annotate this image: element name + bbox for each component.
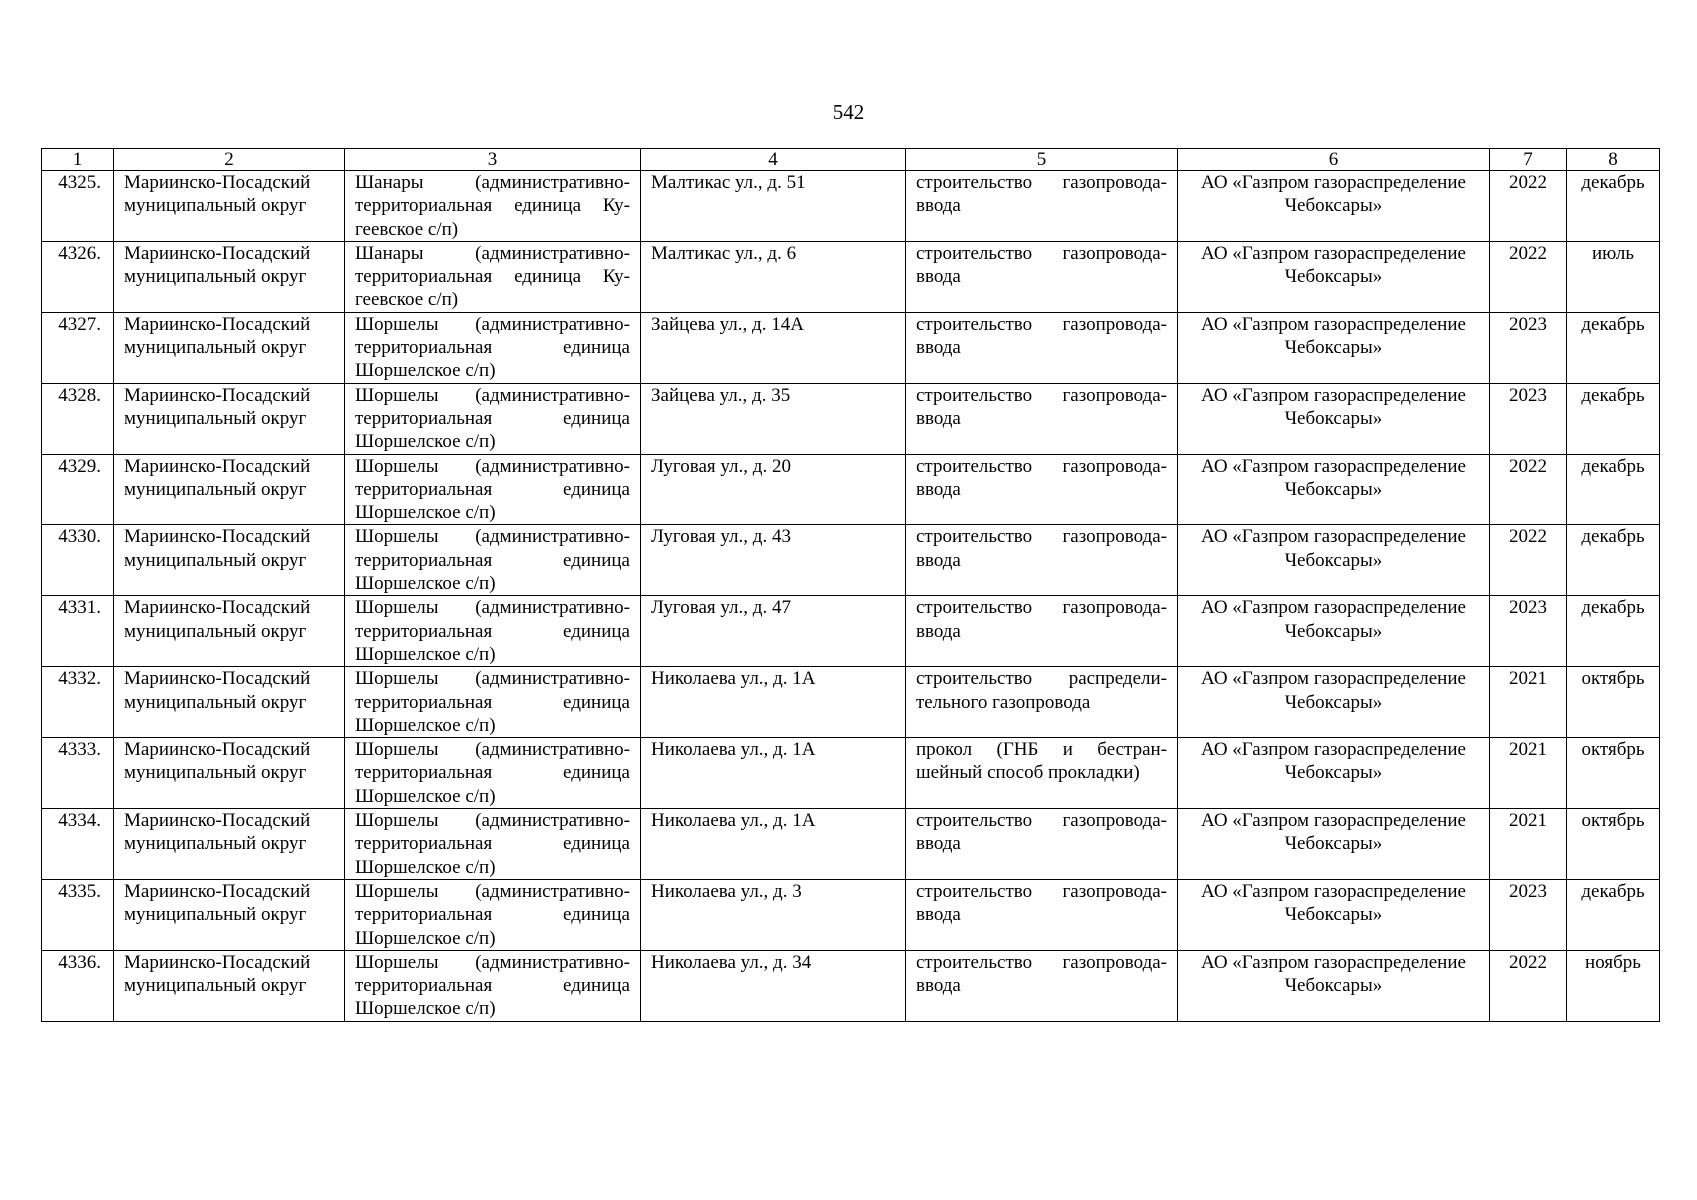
column-header: 1 xyxy=(42,149,114,171)
district-cell: Мариинско-Посадский муниципальный округ xyxy=(114,738,345,809)
work-type-cell: строительство газопровода-ввода xyxy=(906,454,1178,525)
work-type-cell: прокол (ГНБ и бестраншейный способ прокладки) xyxy=(906,738,1178,809)
organization-cell: АО «Газпром газораспределение Чебоксары» xyxy=(1178,525,1490,596)
month-cell: ноябрь xyxy=(1567,950,1660,1021)
locality-cell: Шоршелы (административно-территориальная единица Шоршелское с/п) xyxy=(345,525,641,596)
work-type-cell: строительство газопровода-ввода xyxy=(906,809,1178,880)
year-cell: 2022 xyxy=(1490,171,1567,242)
month-cell: декабрь xyxy=(1567,454,1660,525)
column-header: 5 xyxy=(906,149,1178,171)
district-cell: Мариинско-Посадский муниципальный округ xyxy=(114,171,345,242)
header-row xyxy=(42,149,1660,171)
organization-cell: АО «Газпром газораспределение Чебоксары» xyxy=(1178,241,1490,312)
table-row xyxy=(42,383,1660,454)
table-row xyxy=(42,241,1660,312)
row-number: 4331. xyxy=(42,596,114,667)
row-number: 4327. xyxy=(42,312,114,383)
row-number: 4330. xyxy=(42,525,114,596)
address-cell: Николаева ул., д. 1А xyxy=(641,809,906,880)
work-type-cell: строительство газопровода-ввода xyxy=(906,596,1178,667)
district-cell: Мариинско-Посадский муниципальный округ xyxy=(114,241,345,312)
month-cell: декабрь xyxy=(1567,525,1660,596)
month-cell: декабрь xyxy=(1567,171,1660,242)
month-cell: декабрь xyxy=(1567,383,1660,454)
locality-cell: Шанары (административно-территориальная единица Кугеевское с/п) xyxy=(345,171,641,242)
month-cell: октябрь xyxy=(1567,809,1660,880)
row-number: 4332. xyxy=(42,667,114,738)
organization-cell: АО «Газпром газораспределение Чебоксары» xyxy=(1178,596,1490,667)
district-cell: Мариинско-Посадский муниципальный округ xyxy=(114,454,345,525)
locality-cell: Шоршелы (административно-территориальная единица Шоршелское с/п) xyxy=(345,738,641,809)
row-number: 4328. xyxy=(42,383,114,454)
page-number: 542 xyxy=(832,100,865,124)
column-header: 4 xyxy=(641,149,906,171)
work-type-cell: строительство газопровода-ввода xyxy=(906,312,1178,383)
work-type-cell: строительство газопровода-ввода xyxy=(906,383,1178,454)
column-header: 6 xyxy=(1178,149,1490,171)
gas-registry-table xyxy=(41,148,1660,1022)
address-cell: Зайцева ул., д. 14А xyxy=(641,312,906,383)
organization-cell: АО «Газпром газораспределение Чебоксары» xyxy=(1178,454,1490,525)
month-cell: декабрь xyxy=(1567,312,1660,383)
year-cell: 2021 xyxy=(1490,809,1567,880)
organization-cell: АО «Газпром газораспределение Чебоксары» xyxy=(1178,667,1490,738)
month-cell: октябрь xyxy=(1567,738,1660,809)
year-cell: 2022 xyxy=(1490,525,1567,596)
district-cell: Мариинско-Посадский муниципальный округ xyxy=(114,312,345,383)
district-cell: Мариинско-Посадский муниципальный округ xyxy=(114,596,345,667)
table-row xyxy=(42,738,1660,809)
table-row xyxy=(42,596,1660,667)
district-cell: Мариинско-Посадский муниципальный округ xyxy=(114,809,345,880)
work-type-cell: строительство газопровода-ввода xyxy=(906,525,1178,596)
column-header: 7 xyxy=(1490,149,1567,171)
row-number: 4326. xyxy=(42,241,114,312)
column-header: 3 xyxy=(345,149,641,171)
address-cell: Малтикас ул., д. 6 xyxy=(641,241,906,312)
work-type-cell: строительство распределительного газопровода xyxy=(906,667,1178,738)
month-cell: июль xyxy=(1567,241,1660,312)
year-cell: 2023 xyxy=(1490,383,1567,454)
year-cell: 2021 xyxy=(1490,667,1567,738)
column-header: 2 xyxy=(114,149,345,171)
year-cell: 2022 xyxy=(1490,950,1567,1021)
address-cell: Николаева ул., д. 3 xyxy=(641,879,906,950)
row-number: 4325. xyxy=(42,171,114,242)
address-cell: Николаева ул., д. 1А xyxy=(641,667,906,738)
year-cell: 2022 xyxy=(1490,241,1567,312)
locality-cell: Шоршелы (административно-территориальная единица Шоршелское с/п) xyxy=(345,312,641,383)
column-header: 8 xyxy=(1567,149,1660,171)
year-cell: 2023 xyxy=(1490,312,1567,383)
address-cell: Луговая ул., д. 47 xyxy=(641,596,906,667)
district-cell: Мариинско-Посадский муниципальный округ xyxy=(114,525,345,596)
month-cell: октябрь xyxy=(1567,667,1660,738)
locality-cell: Шоршелы (административно-территориальная единица Шоршелское с/п) xyxy=(345,596,641,667)
row-number: 4329. xyxy=(42,454,114,525)
row-number: 4334. xyxy=(42,809,114,880)
month-cell: декабрь xyxy=(1567,596,1660,667)
row-number: 4335. xyxy=(42,879,114,950)
month-cell: декабрь xyxy=(1567,879,1660,950)
year-cell: 2021 xyxy=(1490,738,1567,809)
table-row xyxy=(42,454,1660,525)
year-cell: 2023 xyxy=(1490,596,1567,667)
work-type-cell: строительство газопровода-ввода xyxy=(906,879,1178,950)
organization-cell: АО «Газпром газораспределение Чебоксары» xyxy=(1178,738,1490,809)
district-cell: Мариинско-Посадский муниципальный округ xyxy=(114,383,345,454)
address-cell: Зайцева ул., д. 35 xyxy=(641,383,906,454)
locality-cell: Шоршелы (административно-территориальная единица Шоршелское с/п) xyxy=(345,879,641,950)
district-cell: Мариинско-Посадский муниципальный округ xyxy=(114,879,345,950)
district-cell: Мариинско-Посадский муниципальный округ xyxy=(114,950,345,1021)
address-cell: Луговая ул., д. 43 xyxy=(641,525,906,596)
address-cell: Луговая ул., д. 20 xyxy=(641,454,906,525)
address-cell: Малтикас ул., д. 51 xyxy=(641,171,906,242)
work-type-cell: строительство газопровода-ввода xyxy=(906,241,1178,312)
locality-cell: Шоршелы (административно-территориальная единица Шоршелское с/п) xyxy=(345,454,641,525)
work-type-cell: строительство газопровода-ввода xyxy=(906,950,1178,1021)
table-row xyxy=(42,525,1660,596)
year-cell: 2022 xyxy=(1490,454,1567,525)
locality-cell: Шоршелы (административно-территориальная единица Шоршелское с/п) xyxy=(345,667,641,738)
locality-cell: Шоршелы (административно-территориальная единица Шоршелское с/п) xyxy=(345,383,641,454)
locality-cell: Шоршелы (административно-территориальная единица Шоршелское с/п) xyxy=(345,950,641,1021)
table-row xyxy=(42,171,1660,242)
table-row xyxy=(42,950,1660,1021)
address-cell: Николаева ул., д. 34 xyxy=(641,950,906,1021)
work-type-cell: строительство газопровода-ввода xyxy=(906,171,1178,242)
row-number: 4336. xyxy=(42,950,114,1021)
organization-cell: АО «Газпром газораспределение Чебоксары» xyxy=(1178,383,1490,454)
locality-cell: Шоршелы (административно-территориальная единица Шоршелское с/п) xyxy=(345,809,641,880)
locality-cell: Шанары (административно-территориальная единица Кугеевское с/п) xyxy=(345,241,641,312)
table-row xyxy=(42,667,1660,738)
year-cell: 2023 xyxy=(1490,879,1567,950)
district-cell: Мариинско-Посадский муниципальный округ xyxy=(114,667,345,738)
organization-cell: АО «Газпром газораспределение Чебоксары» xyxy=(1178,809,1490,880)
organization-cell: АО «Газпром газораспределение Чебоксары» xyxy=(1178,879,1490,950)
row-number: 4333. xyxy=(42,738,114,809)
table-row xyxy=(42,312,1660,383)
organization-cell: АО «Газпром газораспределение Чебоксары» xyxy=(1178,312,1490,383)
table-row xyxy=(42,809,1660,880)
organization-cell: АО «Газпром газораспределение Чебоксары» xyxy=(1178,171,1490,242)
address-cell: Николаева ул., д. 1А xyxy=(641,738,906,809)
organization-cell: АО «Газпром газораспределение Чебоксары» xyxy=(1178,950,1490,1021)
table-row xyxy=(42,879,1660,950)
